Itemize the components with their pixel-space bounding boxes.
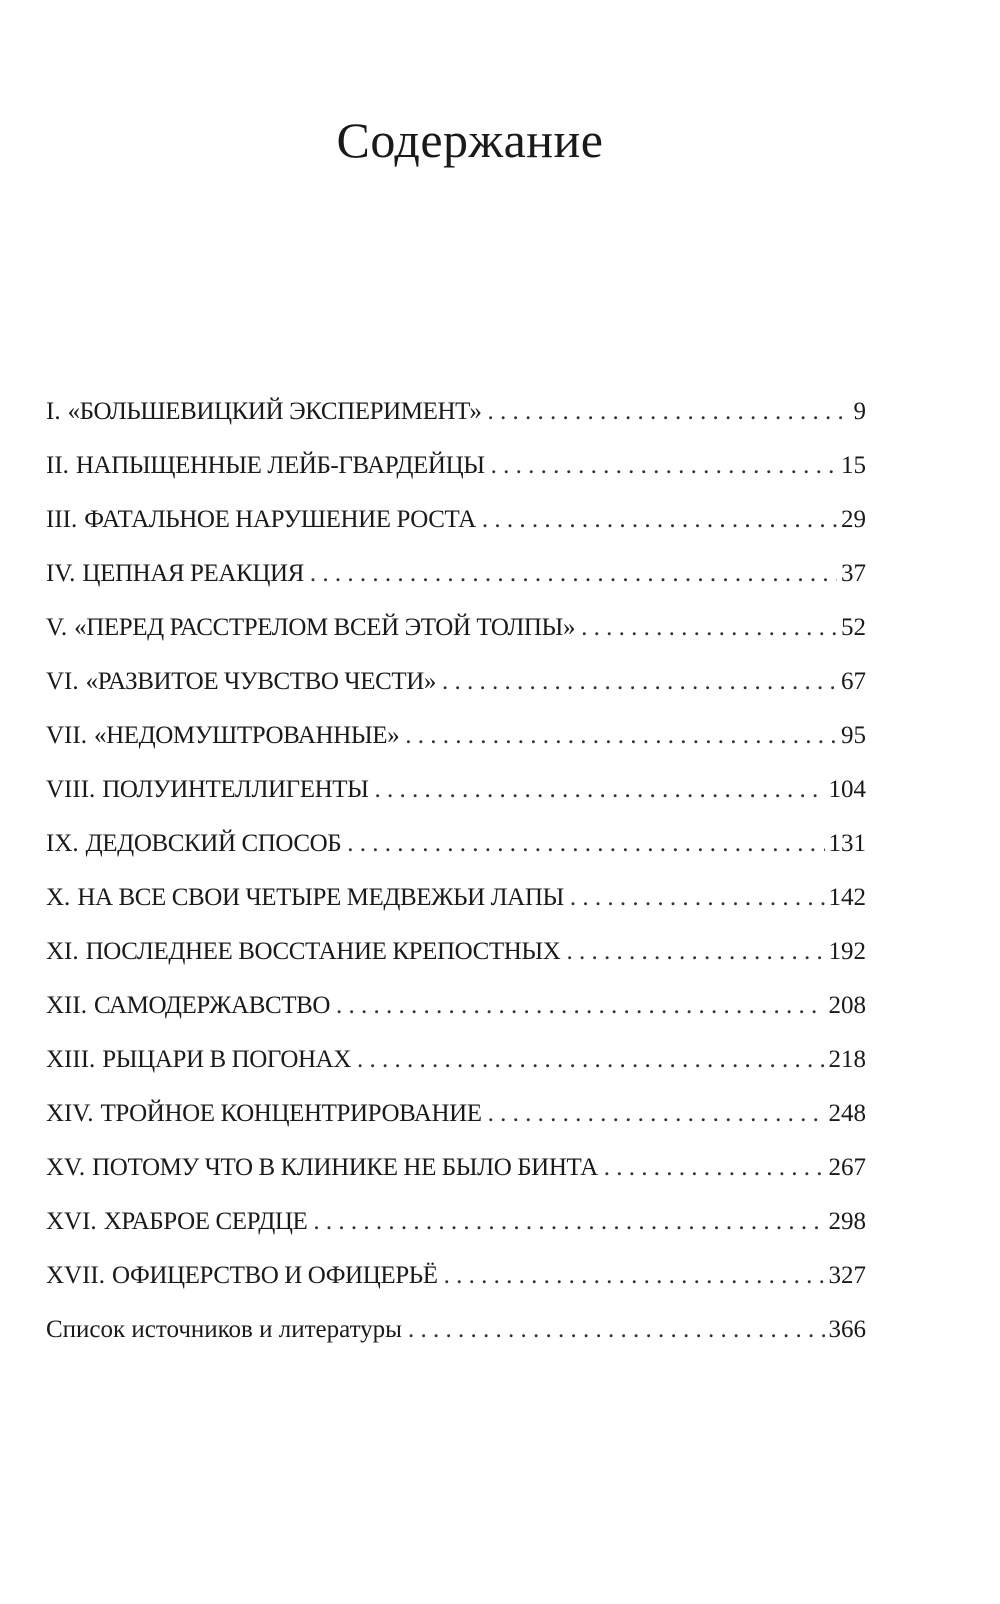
- toc-entry-page: 95: [841, 722, 866, 749]
- dot-leader: [444, 1249, 825, 1303]
- toc-entry-title: НАПЫЩЕННЫЕ ЛЕЙБ-ГВАРДЕЙЦЫ: [75, 452, 485, 479]
- toc-entry-6[interactable]: [46, 655, 866, 709]
- toc-entry-number: XIII.: [46, 1046, 96, 1073]
- toc-entry-4[interactable]: [46, 547, 866, 601]
- dot-leader: [442, 655, 837, 709]
- toc-entry-1[interactable]: [46, 385, 866, 439]
- toc-entry-title: ПОСЛЕДНЕЕ ВОССТАНИЕ КРЕПОСТНЫХ: [85, 938, 561, 965]
- toc-entry-page: 131: [828, 830, 866, 857]
- toc-entry-title: НА ВСЕ СВОИ ЧЕТЫРЕ МЕДВЕЖЬИ ЛАПЫ: [77, 884, 564, 911]
- page-title: Содержание: [336, 112, 604, 168]
- toc-entry-number: VI.: [46, 668, 79, 695]
- toc-entry-bibliography[interactable]: [46, 1303, 866, 1357]
- toc-entry-number: I.: [46, 398, 61, 425]
- toc-entry-3[interactable]: [46, 493, 866, 547]
- toc-entry-title: «БОЛЬШЕВИЦКИЙ ЭКСПЕРИМЕНТ»: [67, 398, 482, 425]
- toc-entry-title: ДЕДОВСКИЙ СПОСОБ: [85, 830, 342, 857]
- toc-entry-page: 142: [828, 884, 866, 911]
- dot-leader: [375, 763, 825, 817]
- toc-entry-title: ПОЛУИНТЕЛЛИГЕНТЫ: [102, 776, 369, 803]
- toc-entry-title: Список источников и литературы: [46, 1316, 402, 1343]
- toc-entry-10[interactable]: [46, 871, 866, 925]
- toc-entry-16[interactable]: [46, 1195, 866, 1249]
- toc-entry-17[interactable]: [46, 1249, 866, 1303]
- toc-entry-15[interactable]: [46, 1141, 866, 1195]
- toc-entry-2[interactable]: [46, 439, 866, 493]
- toc-entry-title: «РАЗВИТОЕ ЧУВСТВО ЧЕСТИ»: [85, 668, 437, 695]
- dot-leader: [347, 817, 824, 871]
- toc-entry-number: XVI.: [46, 1208, 97, 1235]
- toc-entry-9[interactable]: [46, 817, 866, 871]
- toc-entry-title: САМОДЕРЖАВСТВО: [93, 992, 331, 1019]
- toc-entry-number: IV.: [46, 560, 76, 587]
- toc-entry-page: 248: [828, 1100, 866, 1127]
- toc-entry-title: ТРОЙНОЕ КОНЦЕНТРИРОВАНИЕ: [100, 1100, 482, 1127]
- dot-leader: [570, 871, 825, 925]
- toc-entry-page: 366: [828, 1316, 866, 1343]
- toc-entry-number: VII.: [46, 722, 87, 749]
- toc-entry-number: II.: [46, 452, 69, 479]
- dot-leader: [566, 925, 824, 979]
- toc-entry-14[interactable]: [46, 1087, 866, 1141]
- toc-entry-page: 29: [841, 506, 866, 533]
- toc-entry-page: 9: [853, 398, 866, 425]
- toc-entry-number: X.: [46, 884, 71, 911]
- toc-entry-number: XIV.: [46, 1100, 94, 1127]
- toc-entry-page: 298: [828, 1208, 866, 1235]
- toc-entry-page: 192: [828, 938, 866, 965]
- dot-leader: [336, 979, 824, 1033]
- toc-entry-11[interactable]: [46, 925, 866, 979]
- dot-leader: [405, 709, 837, 763]
- toc-entry-number: III.: [46, 506, 78, 533]
- table-of-contents: [46, 385, 866, 1357]
- toc-entry-title: ЦЕПНАЯ РЕАКЦИЯ: [82, 560, 304, 587]
- dot-leader: [581, 601, 837, 655]
- toc-entry-5[interactable]: [46, 601, 866, 655]
- toc-entry-page: 67: [841, 668, 866, 695]
- toc-entry-8[interactable]: [46, 763, 866, 817]
- dot-leader: [357, 1033, 825, 1087]
- dot-leader: [491, 439, 837, 493]
- toc-entry-title: ФАТАЛЬНОЕ НАРУШЕНИЕ РОСТА: [84, 506, 476, 533]
- toc-entry-page: 52: [841, 614, 866, 641]
- toc-entry-page: 208: [828, 992, 866, 1019]
- dot-leader: [313, 1195, 824, 1249]
- dot-leader: [310, 547, 837, 601]
- dot-leader: [408, 1303, 825, 1357]
- dot-leader: [604, 1141, 825, 1195]
- toc-entry-page: 267: [828, 1154, 866, 1181]
- toc-entry-title: ХРАБРОЕ СЕРДЦЕ: [103, 1208, 308, 1235]
- toc-entry-number: IX.: [46, 830, 79, 857]
- toc-entry-page: 327: [828, 1262, 866, 1289]
- toc-entry-number: XI.: [46, 938, 79, 965]
- dot-leader: [482, 493, 837, 547]
- toc-entry-number: V.: [46, 614, 68, 641]
- toc-entry-page: 104: [828, 776, 866, 803]
- toc-entry-page: 218: [828, 1046, 866, 1073]
- dot-leader: [487, 385, 849, 439]
- toc-entry-title: ОФИЦЕРСТВО И ОФИЦЕРЬЁ: [112, 1262, 438, 1289]
- toc-entry-page: 37: [841, 560, 866, 587]
- toc-entry-title: ПОТОМУ ЧТО В КЛИНИКЕ НЕ БЫЛО БИНТА: [92, 1154, 598, 1181]
- toc-entry-number: XV.: [46, 1154, 86, 1181]
- toc-entry-13[interactable]: [46, 1033, 866, 1087]
- toc-entry-number: XVII.: [46, 1262, 106, 1289]
- toc-entry-title: «НЕДОМУШТРОВАННЫЕ»: [93, 722, 400, 749]
- dot-leader: [488, 1087, 825, 1141]
- toc-entry-title: «ПЕРЕД РАССТРЕЛОМ ВСЕЙ ЭТОЙ ТОЛПЫ»: [74, 614, 576, 641]
- toc-entry-12[interactable]: [46, 979, 866, 1033]
- toc-entry-number: VIII.: [46, 776, 96, 803]
- toc-entry-number: XII.: [46, 992, 87, 1019]
- toc-entry-title: РЫЦАРИ В ПОГОНАХ: [102, 1046, 351, 1073]
- toc-entry-7[interactable]: [46, 709, 866, 763]
- toc-entry-page: 15: [841, 452, 866, 479]
